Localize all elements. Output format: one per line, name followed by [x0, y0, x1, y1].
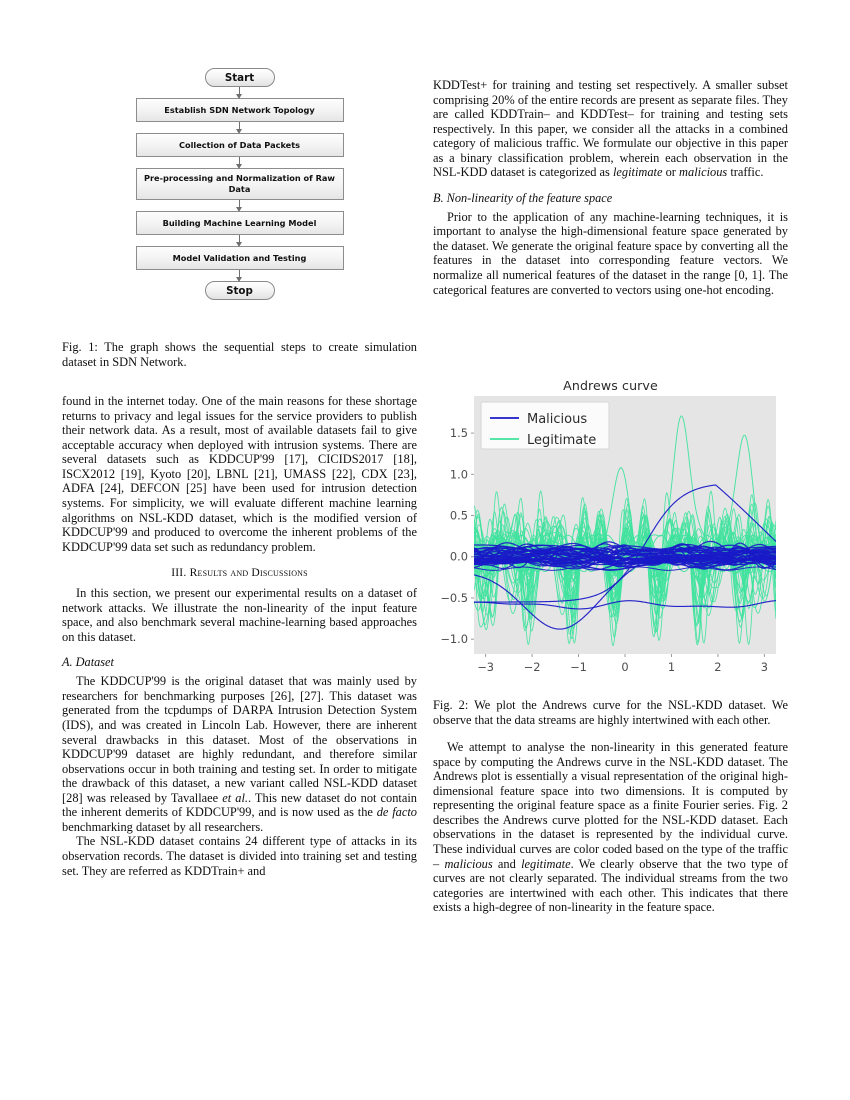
paragraph-dataset-1-part2: . This new dataset do not contain the inherent demerits of KDDCUP'99, and is now used as the [62, 790, 417, 820]
svg-text:−3: −3 [477, 660, 495, 674]
svg-text:0.5: 0.5 [449, 508, 468, 523]
section-heading-results: III. Results and Discussions [171, 566, 308, 580]
paragraph-dataset-1-part3: benchmarking dataset by all researchers. [62, 819, 264, 834]
svg-text:0: 0 [621, 660, 629, 674]
paragraph-analysis-part2: and [492, 856, 522, 871]
subsection-heading-dataset: A. Dataset [62, 655, 114, 670]
left-column [62, 340, 417, 878]
paragraph-nonlinearity: Prior to the application of any machine-learning techniques, it is important to analyse the high-dimensional feature space generated by the dataset. We generate the original feature space by converting all the features in the dataset into corresponding feature vectors. We normalize all numerical features of the dataset in the range [0, 1]. The categorical features are converted to vectors using one-hot encoding. [433, 209, 788, 297]
paragraph-analysis-part1: We attempt to analyse the non-linearity in this generated feature space by computing the Andrews curve in the NSL-KDD dataset. The Andrews plot is essentially a visual representation of the original high-dimensional feature space into two dimensions. It is computed by representing the original feature space as a finite Fourier series. Fig. 2 describes the Andrews curve plotted for the NSL-KDD dataset. Each observations in the dataset is represented by the individual curve. These individual curves are color coded based on the type of the traffic – [433, 740, 788, 871]
paragraph-analysis-italic-legitimate: legitimate [521, 856, 571, 871]
paragraph-dataset-1-part1: The KDDCUP'99 is the original dataset that was mainly used by researchers for benchmarking purposes [26], [27]. This dataset was generated from the tcpdumps of DARPA Intrusion Detection System (IDS), and was created in Lincoln Lab. However, there are inherent several drawbacks in this dataset. Most of the observations in KDDCUP'99 dataset are highly redundant, and therefore similar observations occur in both training and testing set. In order to mitigate the drawback of this dataset, a new variant called NSL-KDD dataset [28] was released by Tavallaee [62, 674, 417, 805]
svg-text:2: 2 [714, 660, 722, 674]
figure-2-caption: Fig. 2: We plot the Andrews curve for the NSL-KDD dataset. We observe that the data streams are highly intertwined with each other. [433, 698, 788, 727]
svg-text:1.0: 1.0 [449, 467, 468, 482]
paragraph-dataset-1-italic-defacto: de facto [376, 805, 417, 820]
chart-title: Andrews curve [563, 378, 658, 393]
svg-text:Legitimate: Legitimate [527, 433, 597, 448]
svg-text:−0.5: −0.5 [440, 590, 468, 605]
svg-text:0.0: 0.0 [449, 549, 468, 564]
paragraph-analysis-italic-malicious: malicious [444, 856, 493, 871]
flow-arrow [235, 235, 244, 246]
paragraph-results-intro: In this section, we present our experimental results on a dataset of network attacks. We illustrate the non-linearity of the input feature space, and also benchmark several machine-learning based approaches on this dataset. [62, 586, 417, 644]
figure-1-caption: Fig. 1: The graph shows the sequential steps to create simulation dataset in SDN Network. [62, 340, 417, 369]
svg-text:1: 1 [667, 660, 676, 674]
flow-node-build-model: Building Machine Learning Model [136, 211, 344, 235]
flow-node-start: Start [205, 68, 275, 87]
figure-1-flowchart [62, 68, 417, 326]
svg-text:Malicious: Malicious [527, 412, 588, 427]
paragraph-continued: found in the internet today. One of the main reasons for these shortage returns to privacy and legal issues for the service providers to publish their network data. As a result, most of available datasets fail to give acceptable accuracy when deployed with intrusion systems. There are several datasets such as KDDCUP'99 [17], CICIDS2017 [18], ISCX2012 [19], Kyoto [20], LBNL [21], UMASS [22], CDX [23], ADFA [24], DEFCON [25] have been used for intrusion detection systems. For simplicity, we will evaluate different machine learning algorithms on NSL-KDD dataset, which is the modified version of KDDCUP'99 and produced to overcome the inherent problems of the KDDCUP'99 data set such as redundancy problem. [62, 394, 417, 554]
subsection-heading-nonlinearity: B. Non-linearity of the feature space [433, 190, 613, 205]
paragraph-analysis [433, 740, 788, 915]
svg-text:3: 3 [760, 660, 769, 674]
figure-2-andrews-curve [433, 378, 788, 690]
svg-text:−1: −1 [570, 660, 587, 674]
andrews-curve-plot [433, 392, 788, 690]
paragraph-dataset-2: The NSL-KDD dataset contains 24 different type of attacks in its observation records. The dataset is divided into training set and testing set. They are referred as KDDTrain+ and [62, 834, 417, 878]
paragraph-kddtest-italic-legitimate: legitimate [612, 165, 663, 180]
chart-legend [481, 402, 609, 449]
x-axis-ticks [477, 654, 768, 674]
right-column-bottom [433, 698, 788, 915]
paragraph-kddtest-part1: KDDTest+ for training and testing set respectively. A smaller subset comprising 20% of the entire records are present as separate files. They are called KDDTrain– and KDDTest– for training and testing sets respectively. In this paper, we consider all the attacks in a combined category of malicious traffic. We formulate our objective in this paper as a binary classification problem, wherein each observation in the NSL-KDD dataset is categorized as [433, 78, 788, 180]
flow-arrow [235, 122, 244, 133]
paragraph-kddtest-part2: or [662, 165, 680, 180]
paragraph-dataset-1-italic-etal: et al. [222, 790, 248, 805]
svg-text:−2: −2 [523, 660, 541, 674]
flow-node-stop: Stop [205, 281, 275, 300]
right-column-top [433, 78, 788, 297]
paragraph-kddtest-italic-malicious: malicious [679, 165, 728, 180]
flow-node-collection: Collection of Data Packets [136, 133, 344, 157]
flow-arrow [235, 87, 244, 98]
flow-node-validate: Model Validation and Testing [136, 246, 344, 270]
paragraph-analysis-part3: . We clearly observe that the two type of curves are not clearly separated. The individual streams from the two categories are intertwined with each other. This indicates that there exists a high-degree of non-linearity in the feature space. [433, 856, 788, 915]
flow-arrow [235, 200, 244, 211]
flow-node-topology: Establish SDN Network Topology [136, 98, 344, 122]
flow-node-preprocess: Pre-processing and Normalization of Raw Data [136, 168, 344, 200]
flow-arrow [235, 270, 244, 281]
svg-text:−1.0: −1.0 [440, 632, 468, 647]
paragraph-kddtest-part3: traffic. [727, 165, 764, 180]
paragraph-dataset-1 [62, 674, 417, 834]
y-axis-ticks [440, 426, 474, 646]
svg-text:1.5: 1.5 [449, 426, 468, 441]
paragraph-kddtest [433, 78, 788, 180]
flow-arrow [235, 157, 244, 168]
